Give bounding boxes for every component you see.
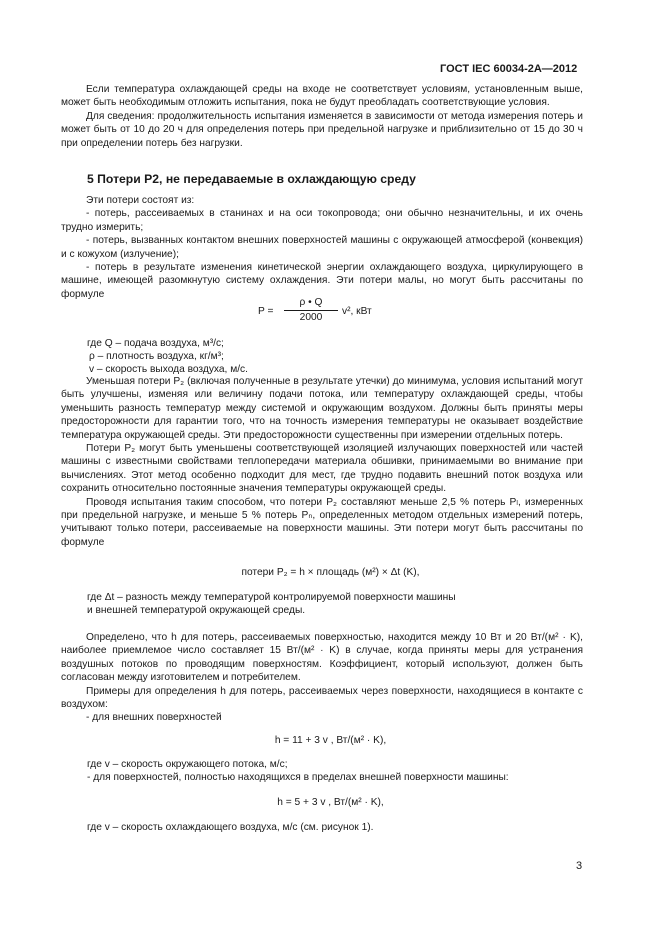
losses-item-frames: - потерь, рассеиваемых в станинах и на оси токопровода; они обычно незначительны, и их очень трудно измерить; — [61, 208, 583, 233]
external-surfaces-label: - для внешних поверхностей — [86, 712, 222, 724]
body-paragraphs — [61, 375, 583, 549]
paragraph-reduce-losses: Уменьшая потери P₂ (включая полученные в результате утечки) до минимума, условия испытаний могут быть улучшены, изменяя или величину подачи потока, или температуру охлаждающей среды, чтобы уменьшить разность температур между системой и окружающим воздухом. Должны быть приняты меры предосторожности для гарантии того, что на точность измерения температуры не оказывает воздействие температура окружающей среды. Эти предосторожности существенны при измерении отдельных потерь. — [61, 376, 583, 441]
where-q: где Q – подача воздуха, м³/с; — [87, 338, 224, 349]
where-cooling-velocity: где v – скорость охлаждающего воздуха, м/с (см. рисунок 1). — [87, 822, 374, 833]
formula-1-lhs: P = — [258, 306, 274, 317]
losses-item-kinetic: - потерь в результате изменения кинетической энергии охлаждающего воздуха, циркулирующего в машине, имеющей разомкнутую систему охлаждения. Эти потери малы, но могут быть рассчитаны по формуле — [61, 262, 583, 300]
section-5-list — [61, 194, 583, 301]
standard-header: ГОСТ IEC 60034-2A—2012 — [440, 63, 578, 75]
paragraph-test-duration: Для сведения: продолжительность испытания изменяется в зависимости от метода измерения потерь и может быть от 10 до 20 ч для определения потерь при предельной нагрузке и приблизительно от 15 до 30 ч при определении потерь без нагрузки. — [61, 110, 583, 149]
paragraph-h-examples: Примеры для определения h для потерь, рассеиваемых через поверхности, находящиеся в контакте с воздухом: — [61, 685, 583, 711]
paragraph-test-method: Проводя испытания таким способом, что потери P₂ составляют меньше 2,5 % потерь Pₗ, измеренных при предельной нагрузке, и меньше 5 % потерь Pₙ, определенных методом отдельных измерений потерь, учитывают только потери, рассеиваемые на поверхности машины. Эти потери могут быть рассчитаны по формуле — [61, 496, 583, 548]
formula-external-h: h = 11 + 3 v , Вт/(м² · K), — [274, 735, 387, 746]
page-number: 3 — [576, 860, 583, 872]
where-delta-t-line2: и внешней температурой окружающей среды. — [87, 605, 306, 616]
where-rho: ρ – плотность воздуха, кг/м³; — [89, 351, 224, 362]
losses-item-convection: - потерь, вызванных контактом внешних поверхностей машины с окружающей атмосферой (конвекция) и с кожухом (излучение); — [61, 235, 583, 260]
section-5-heading: 5 Потери Р2, не передаваемые в охлаждающую среду — [87, 172, 416, 186]
paragraph-insulation: Потери P₂ могут быть уменьшены соответствующей изоляцией излучающих поверхностей или частей машины с известными свойствами теплопередачи материала обшивки, принимаемыми во внимание при вычислениях. Этот метод особенно подходит для мест, где трудно подавить внешний поток воздуха или сохранить относительно постоянные значения температуры окружающей среды. — [61, 443, 583, 495]
internal-surfaces-label: - для поверхностей, полностью находящихся в пределах внешней поверхности машины: — [87, 772, 509, 783]
intro-section — [61, 83, 583, 150]
where-v: v – скорость выхода воздуха, м/с. — [89, 364, 248, 375]
formula-1-numerator: ρ • Q — [299, 297, 323, 308]
formula-internal-h: h = 5 + 3 v , Вт/(м² · K), — [277, 797, 384, 808]
formula-1-rhs: v², кВт — [342, 306, 372, 317]
paragraph-h-coefficient: Определено, что h для потерь, рассеиваемых поверхностью, находится между 10 Вт и 20 Вт/(м² · K), наиболее приемлемое число составляет 15 Вт/(м² · K) в случае, когда приняты меры для устранения воздушных потоков по проводящим поверхностям. Коэффициент, который используют, должен быть согласован между изготовителем и потребителем. — [61, 632, 583, 684]
where-delta-t-line1: где Δt – разность между температурой контролируемой поверхности машины — [87, 592, 456, 603]
paragraph-cooling-temperature: Если температура охлаждающей среды на входе не соответствует условиям, установленным выше, может быть необходимым отложить испытания, пока не будут преобладать соответствующие условия. — [61, 84, 583, 109]
body-paragraphs-2 — [61, 631, 583, 725]
formula-1-denominator: 2000 — [299, 312, 323, 323]
where-ambient-velocity: где v – скорость окружающего потока, м/с; — [87, 759, 288, 770]
formula-surface-losses: потери P₂ = h × площадь (м²) × Δt (K), — [241, 567, 420, 578]
losses-lead: Эти потери состоят из: — [86, 195, 195, 206]
